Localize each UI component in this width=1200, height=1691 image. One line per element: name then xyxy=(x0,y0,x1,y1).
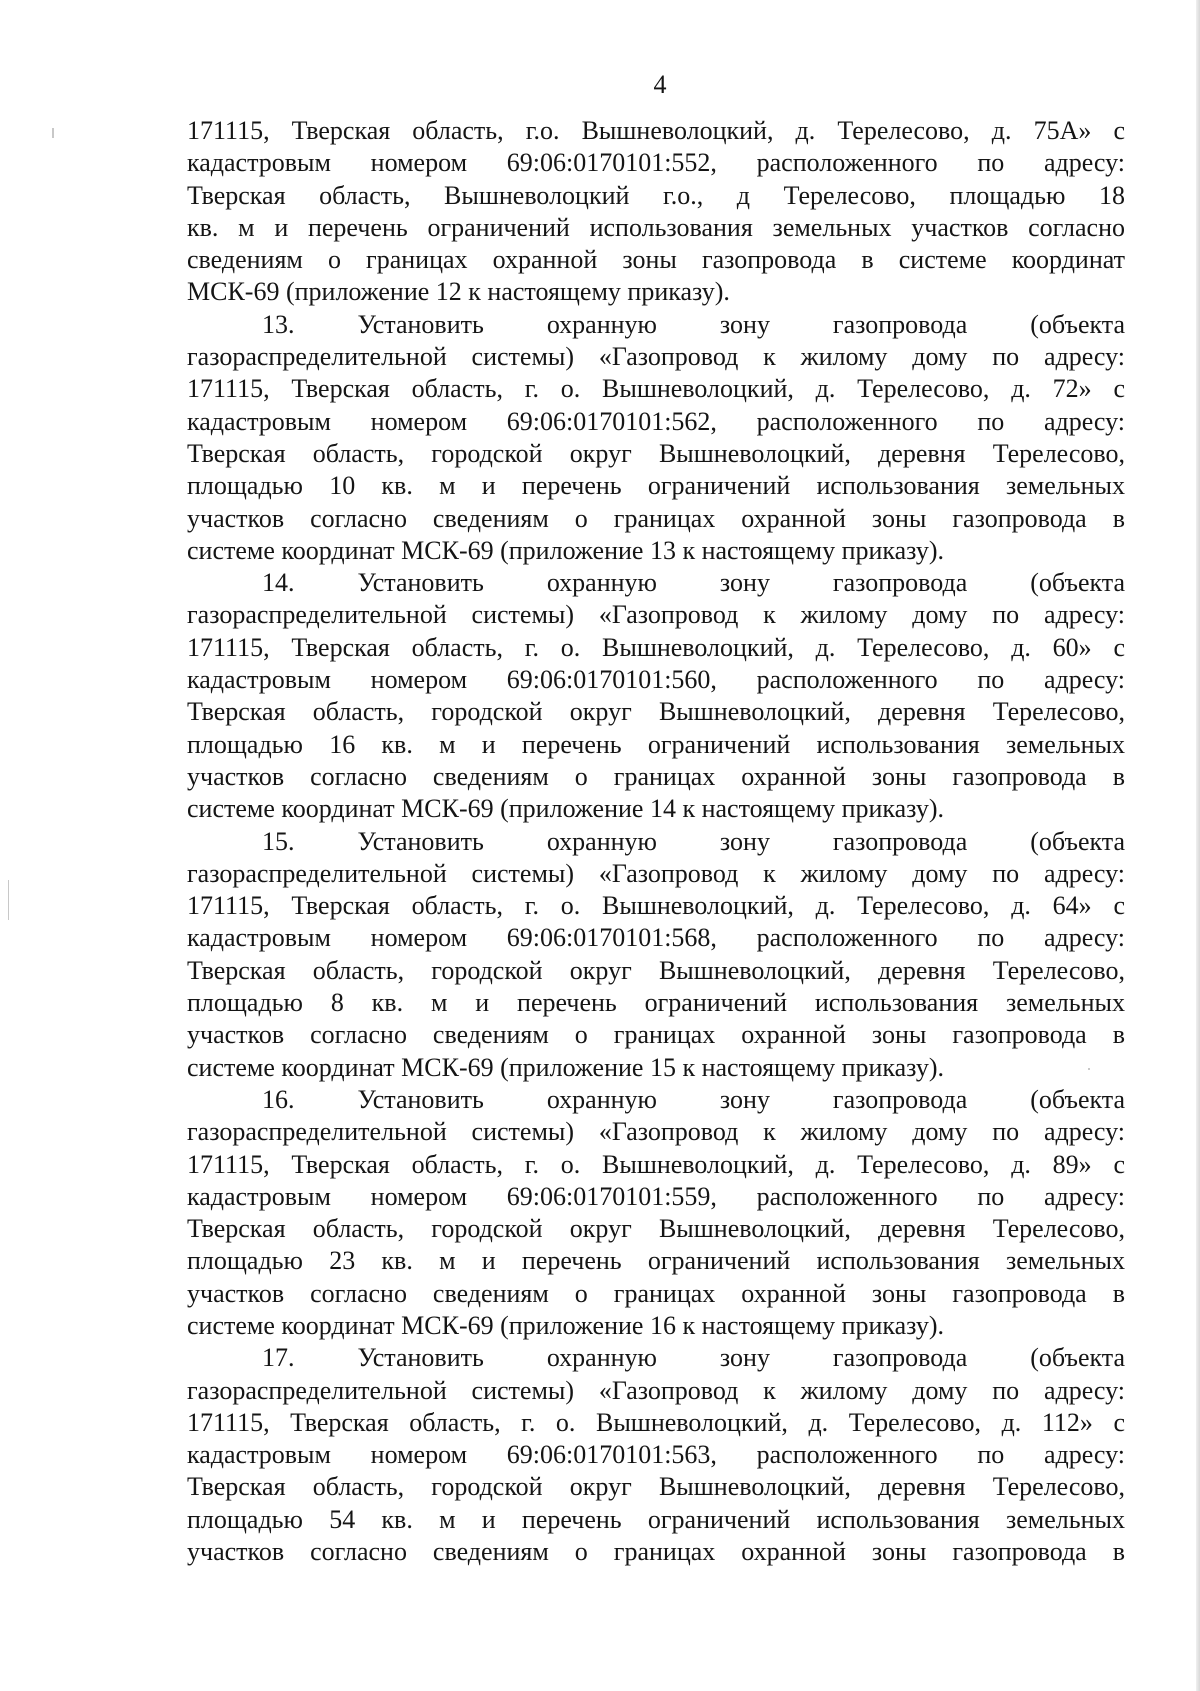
text-line: участков согласно сведениям о границах охранной зоны газопровода в xyxy=(187,1278,1125,1308)
text-line: Тверская область, городской округ Вышневолоцкий, деревня Терелесово, xyxy=(187,438,1125,468)
text-line: участков согласно сведениям о границах охранной зоны газопровода в xyxy=(187,503,1125,533)
text-line: участков согласно сведениям о границах охранной зоны газопровода в xyxy=(187,1020,1125,1050)
text-line: газораспределительной системы) «Газопровод к жилому дому по адресу: xyxy=(187,1117,1125,1147)
text-line: сведениям о границах охранной зоны газопровода в системе координат xyxy=(187,245,1125,275)
text-line: системе координат МСК-69 (приложение 15 к настоящему приказу). xyxy=(187,1052,945,1082)
scan-speck xyxy=(8,880,9,920)
text-line: газораспределительной системы) «Газопровод к жилому дому по адресу: xyxy=(187,600,1125,630)
paragraph xyxy=(187,1342,1125,1568)
text-line: газораспределительной системы) «Газопровод к жилому дому по адресу: xyxy=(187,858,1125,888)
text-line: кадастровым номером 69:06:0170101:559, расположенного по адресу: xyxy=(187,1181,1125,1211)
text-line: 15. Установить охранную зону газопровода (объекта xyxy=(262,826,1125,856)
text-line: площадью 16 кв. м и перечень ограничений использования земельных xyxy=(187,729,1125,759)
scan-edge xyxy=(1196,0,1200,1691)
text-line: площадью 54 кв. м и перечень ограничений использования земельных xyxy=(187,1504,1125,1534)
text-line: Тверская область, Вышневолоцкий г.о., д Терелесово, площадью 18 xyxy=(187,180,1125,210)
text-line: участков согласно сведениям о границах охранной зоны газопровода в xyxy=(187,1537,1125,1567)
text-line: 171115, Тверская область, г. о. Вышневолоцкий, д. Терелесово, д. 89» с xyxy=(187,1149,1125,1179)
text-line: Тверская область, городской округ Вышневолоцкий, деревня Терелесово, xyxy=(187,697,1125,727)
text-line: Тверская область, городской округ Вышневолоцкий, деревня Терелесово, xyxy=(187,955,1125,985)
text-line: Тверская область, городской округ Вышневолоцкий, деревня Терелесово, xyxy=(187,1472,1125,1502)
text-line: Тверская область, городской округ Вышневолоцкий, деревня Терелесово, xyxy=(187,1214,1125,1244)
text-line: площадью 10 кв. м и перечень ограничений использования земельных xyxy=(187,471,1125,501)
text-line: площадью 23 кв. м и перечень ограничений использования земельных xyxy=(187,1246,1125,1276)
text-line: 17. Установить охранную зону газопровода (объекта xyxy=(262,1343,1125,1373)
text-line: участков согласно сведениям о границах охранной зоны газопровода в xyxy=(187,761,1125,791)
text-line: газораспределительной системы) «Газопровод к жилому дому по адресу: xyxy=(187,1375,1125,1405)
text-line: 171115, Тверская область, г. о. Вышневолоцкий, д. Терелесово, д. 112» с xyxy=(187,1407,1125,1437)
paragraph xyxy=(187,1084,1125,1342)
text-line: системе координат МСК-69 (приложение 14 к настоящему приказу). xyxy=(187,794,945,824)
page-number: 4 xyxy=(653,70,667,99)
text-line: 16. Установить охранную зону газопровода (объекта xyxy=(262,1084,1125,1114)
text-line: 13. Установить охранную зону газопровода (объекта xyxy=(262,309,1125,339)
text-line: 171115, Тверская область, г. о. Вышневолоцкий, д. Терелесово, д. 60» с xyxy=(187,632,1125,662)
text-line: МСК-69 (приложение 12 к настоящему приказу). xyxy=(187,277,730,307)
paragraph xyxy=(187,826,1125,1084)
text-line: 171115, Тверская область, г.о. Вышневолоцкий, д. Терелесово, д. 75А» с xyxy=(187,116,1125,145)
text-line: кадастровым номером 69:06:0170101:563, расположенного по адресу: xyxy=(187,1440,1125,1470)
text-line: 171115, Тверская область, г. о. Вышневолоцкий, д. Терелесово, д. 72» с xyxy=(187,374,1125,404)
text-line: кадастровым номером 69:06:0170101:568, расположенного по адресу: xyxy=(187,923,1125,953)
text-line: кв. м и перечень ограничений использования земельных участков согласно xyxy=(187,212,1125,242)
paragraph xyxy=(187,567,1125,825)
text-line: кадастровым номером 69:06:0170101:552, расположенного по адресу: xyxy=(187,148,1125,178)
text-line: площадью 8 кв. м и перечень ограничений использования земельных xyxy=(187,988,1125,1018)
paragraph xyxy=(187,115,1125,309)
text-line: 171115, Тверская область, г. о. Вышневолоцкий, д. Терелесово, д. 64» с xyxy=(187,891,1125,921)
scan-speck xyxy=(52,128,54,138)
text-line: газораспределительной системы) «Газопровод к жилому дому по адресу: xyxy=(187,342,1125,372)
text-line: кадастровым номером 69:06:0170101:560, расположенного по адресу: xyxy=(187,665,1125,695)
text-line: 14. Установить охранную зону газопровода (объекта xyxy=(262,568,1125,598)
paragraph xyxy=(187,309,1125,567)
document-body xyxy=(187,115,1125,1568)
text-line: системе координат МСК-69 (приложение 16 к настоящему приказу). xyxy=(187,1310,945,1340)
text-line: системе координат МСК-69 (приложение 13 к настоящему приказу). xyxy=(187,535,945,565)
text-line: кадастровым номером 69:06:0170101:562, расположенного по адресу: xyxy=(187,406,1125,436)
